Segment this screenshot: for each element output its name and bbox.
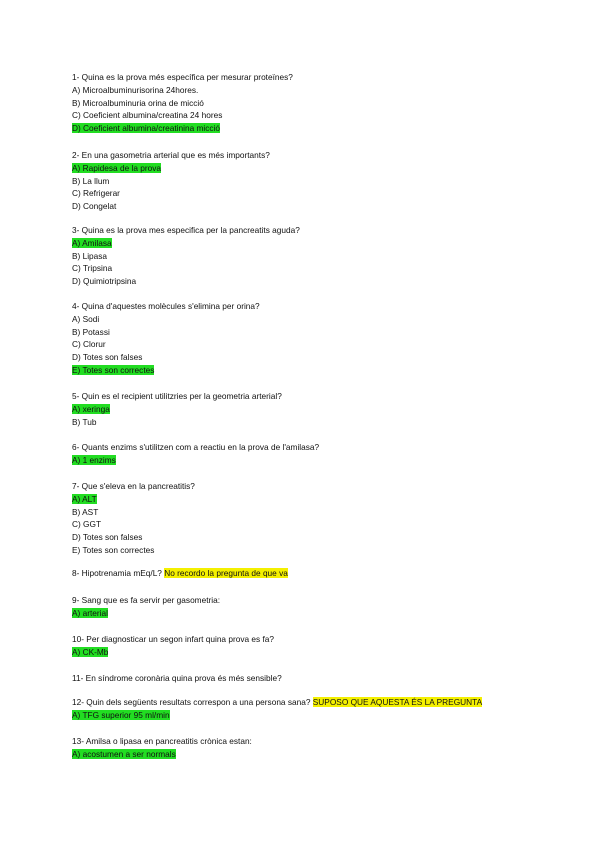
answer-option <box>72 455 116 466</box>
answer-option <box>72 327 110 338</box>
question-text: 13- Amilsa o lipasa en pancreatitis crònica estan: <box>72 736 252 746</box>
answer-option-text: B) Lipasa <box>72 250 108 261</box>
answer-option-text: C) GGT <box>72 519 102 530</box>
correct-answer-highlight: A) CK-Mb <box>72 646 109 657</box>
question-text: 2- En una gasometria arterial que es més importants? <box>72 150 270 160</box>
answer-option-text: B) Microalbuminuria orina de micció <box>72 97 204 108</box>
question-text: 8- Hipotrenamia mEq/L? <box>72 568 165 578</box>
answer-option-text: B) Tub <box>72 416 97 427</box>
answer-option <box>72 339 106 350</box>
question-9 <box>72 595 220 606</box>
answer-option-text: A) Microalbuminurisorina 24hores. <box>72 84 199 95</box>
question-7 <box>72 481 195 492</box>
correct-answer-highlight: A) TFG superior 95 ml/min <box>72 709 170 720</box>
question-text: 6- Quants enzims s'utilitzen com a reactiu en la prova de l'amilasa? <box>72 442 320 452</box>
correct-answer-highlight: A) ALT <box>72 493 97 504</box>
question-11 <box>72 673 282 684</box>
answer-option <box>72 352 142 363</box>
question-1 <box>72 72 293 83</box>
answer-option <box>72 710 170 721</box>
answer-option-text: D) Totes son falses <box>72 352 143 363</box>
answer-option <box>72 201 116 212</box>
answer-option-text: D) Totes son falses <box>72 532 143 543</box>
correct-answer-highlight: A) arterial <box>72 607 108 618</box>
question-text: 9- Sang que es fa servir per gasometria: <box>72 595 221 605</box>
correct-answer-highlight: A) Amilasa <box>72 237 112 248</box>
answer-option <box>72 404 110 415</box>
answer-option <box>72 110 222 121</box>
question-note-highlight: SUPOSO QUE AQUESTA ÉS LA PREGUNTA <box>312 697 483 707</box>
question-text: 12- Quin dels següents resultats correspon a una persona sana? <box>72 697 313 707</box>
answer-option <box>72 314 99 325</box>
answer-option <box>72 545 154 556</box>
question-4 <box>72 301 260 312</box>
answer-option-text: C) Tripsina <box>72 263 113 274</box>
answer-option-text: A) Sodi <box>72 313 100 324</box>
answer-option-text: B) Potassi <box>72 326 110 337</box>
question-text: 4- Quina d'aquestes molècules s'elimina per orina? <box>72 301 260 311</box>
question-10 <box>72 634 274 645</box>
question-8 <box>72 568 288 579</box>
correct-answer-highlight: A) acostumen a ser normals <box>72 748 176 759</box>
answer-option-text: B) AST <box>72 506 99 517</box>
answer-option <box>72 608 108 619</box>
answer-option <box>72 276 136 287</box>
answer-option <box>72 532 142 543</box>
answer-option <box>72 188 120 199</box>
question-6 <box>72 442 319 453</box>
answer-option-text: D) Quimiotripsina <box>72 276 137 287</box>
correct-answer-highlight: E) Totes son correctes <box>72 365 155 375</box>
answer-option-text: D) Congelat <box>72 201 117 212</box>
question-note-highlight: No recordo la pregunta de que va <box>164 568 288 578</box>
answer-option-text: E) Totes son correctes <box>72 545 155 555</box>
question-text: 5- Quin es el recipient utilitzries per la geometria arterial? <box>72 391 282 401</box>
question-text: 1- Quina es la prova més específica per mesurar proteïnes? <box>72 72 293 82</box>
answer-option <box>72 251 107 262</box>
answer-option-text: B) La llum <box>72 175 110 186</box>
answer-option <box>72 365 154 376</box>
answer-option <box>72 507 98 518</box>
answer-option <box>72 123 220 134</box>
answer-option <box>72 163 161 174</box>
correct-answer-highlight: D) Coeficient albumina/creatinina micció <box>72 123 221 134</box>
answer-option <box>72 519 101 530</box>
correct-answer-highlight: A) 1 enzims <box>72 454 116 465</box>
answer-option <box>72 749 176 760</box>
question-12 <box>72 697 482 708</box>
answer-option <box>72 85 198 96</box>
question-13 <box>72 736 252 747</box>
answer-option <box>72 647 108 658</box>
answer-option-text: C) Coeficient albumina/creatina 24 hores <box>72 110 223 121</box>
answer-option <box>72 98 204 109</box>
question-5 <box>72 391 282 402</box>
question-text: 3- Quina es la prova mes especifica per la pancreatits aguda? <box>72 225 300 235</box>
answer-option <box>72 238 112 249</box>
answer-option <box>72 494 97 505</box>
question-text: 10- Per diagnosticar un segon infart quina prova es fa? <box>72 634 275 644</box>
answer-option <box>72 176 109 187</box>
question-text: 11- En síndrome coronària quina prova és més sensible? <box>72 673 282 683</box>
correct-answer-highlight: A) Rapidesa de la prova <box>72 162 162 173</box>
question-text: 7- Que s'eleva en la pancreatitis? <box>72 481 195 491</box>
correct-answer-highlight: A) xeringa <box>72 403 110 414</box>
answer-option <box>72 263 112 274</box>
answer-option <box>72 417 96 428</box>
question-2 <box>72 150 270 161</box>
answer-option-text: C) Clorur <box>72 339 106 350</box>
question-3 <box>72 225 300 236</box>
answer-option-text: C) Refrigerar <box>72 188 120 199</box>
